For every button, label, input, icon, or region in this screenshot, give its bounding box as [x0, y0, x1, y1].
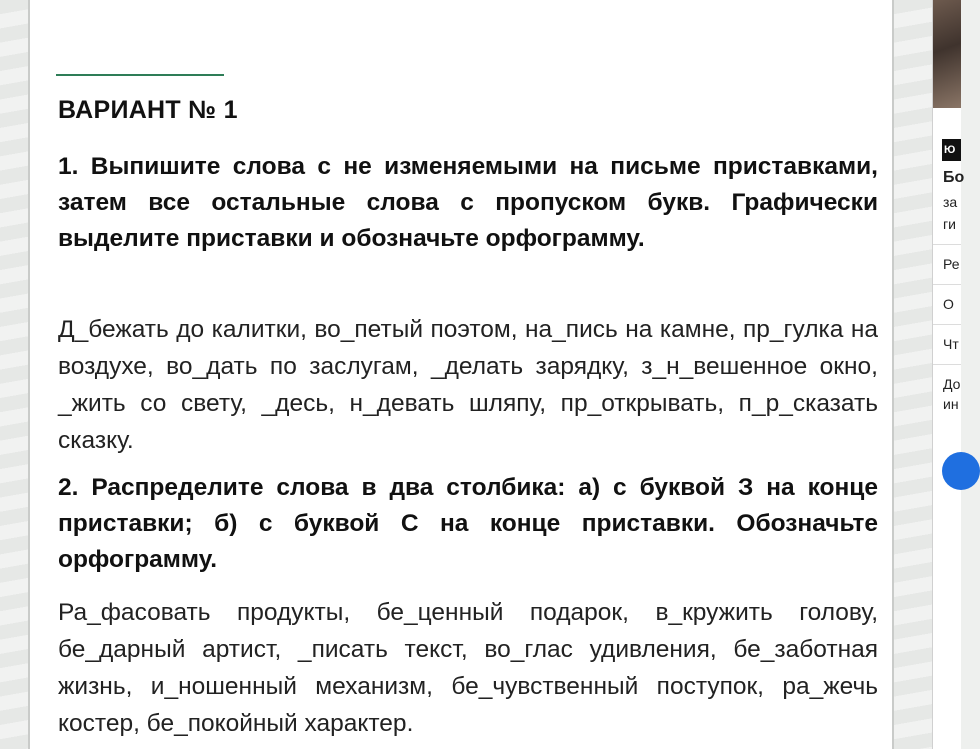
sidebar-item-4[interactable]: До	[943, 376, 961, 392]
sidebar-item-5[interactable]: ин	[943, 396, 959, 412]
sidebar-divider	[933, 364, 961, 365]
sidebar-item-1[interactable]: Ре	[943, 256, 960, 272]
sidebar-divider	[933, 324, 961, 325]
sidebar-badge: Ю	[942, 139, 961, 161]
task-2-instruction: 2. Распределите слова в два столбика: а) с буквой З на конце приставки; б) с буквой С на конце приставки. Обозначьте орфограмму.	[58, 474, 878, 573]
variant-title: ВАРИАНТ № 1	[58, 96, 238, 124]
sidebar-headline-line-1[interactable]: Бо	[943, 169, 965, 186]
task-2-words: Ра_фасовать продукты, бе_ценный подарок, в_кружить голову, бе_дарный артист, _писать текст, во_глас удивления, бе_заботная жизнь, и_ношенный механизм, бе_чувственный поступок, ра_жечь костер, бе_покойный характер.	[58, 599, 878, 737]
left-background	[0, 0, 30, 749]
task-1-words: Д_бежать до калитки, во_петый поэтом, на_пись на камне, пр_гулка на воздухе, во_дать по заслугам, _делать зарядку, з_н_вешенное окно, _жить со свету, _десь, н_девать шляпу, пр_открывать, п_р_сказать сказку.	[58, 316, 878, 454]
sidebar-action-button[interactable]	[942, 452, 980, 490]
sidebar-headline-line-2[interactable]: за	[943, 194, 958, 210]
sidebar-divider	[933, 284, 961, 285]
sidebar-item-3[interactable]: Чт	[943, 336, 959, 352]
right-background	[894, 0, 932, 749]
task-1-instruction: 1. Выпишите слова с не изменяемыми на письме приставками, затем все остальные слова с пропуском букв. Графически выделите приставки и обозначьте орфограмму.	[58, 153, 878, 252]
right-sidebar	[932, 0, 965, 749]
green-divider	[56, 74, 224, 76]
sidebar-thumbnail[interactable]	[933, 0, 961, 108]
sidebar-item-2[interactable]: О	[943, 296, 954, 312]
sidebar-divider	[933, 244, 961, 245]
sidebar-headline-line-3[interactable]: ги	[943, 216, 956, 232]
